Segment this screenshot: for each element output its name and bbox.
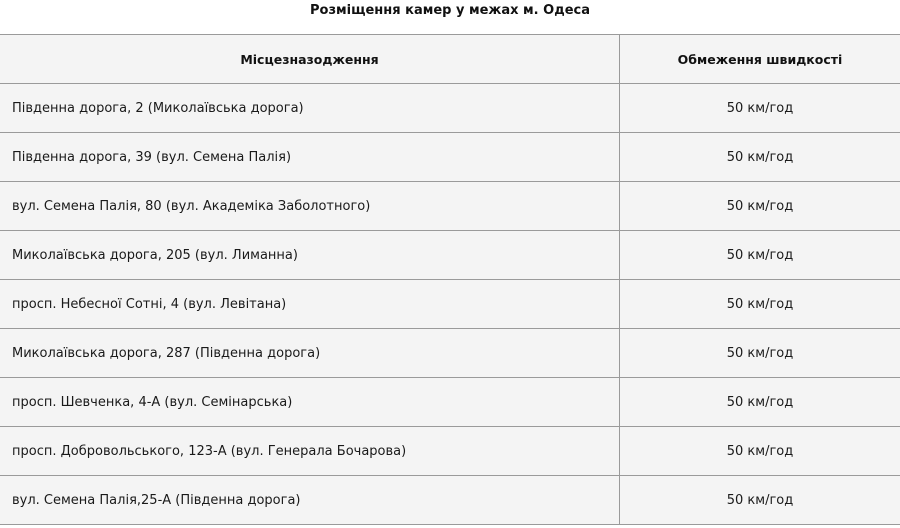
speed-limit-cell: 50 км/год bbox=[726, 247, 794, 263]
speed-limit-cell: 50 км/год bbox=[726, 345, 794, 361]
speed-limit-cell: 50 км/год bbox=[726, 100, 794, 116]
table-row bbox=[0, 231, 900, 280]
location-cell: просп. Шевченка, 4-А (вул. Семінарська) bbox=[0, 378, 620, 426]
speed-limit-cell: 50 км/год bbox=[726, 443, 794, 459]
camera-table bbox=[0, 34, 900, 525]
table-row bbox=[0, 427, 900, 476]
table-row bbox=[0, 182, 900, 231]
speed-limit-cell: 50 км/год bbox=[726, 492, 794, 508]
speed-limit-cell: 50 км/год bbox=[726, 149, 794, 165]
table-row bbox=[0, 133, 900, 182]
table-row bbox=[0, 378, 900, 427]
table-caption: Розміщення камер у межах м. Одеса bbox=[0, 0, 900, 22]
location-cell: Південна дорога, 2 (Миколаївська дорога) bbox=[0, 84, 620, 132]
table-row bbox=[0, 280, 900, 329]
table-row bbox=[0, 476, 900, 525]
speed-limit-cell: 50 км/год bbox=[726, 198, 794, 214]
location-cell: Миколаївська дорога, 287 (Південна дорога) bbox=[0, 329, 620, 377]
speed-limit-cell: 50 км/год bbox=[726, 296, 794, 312]
location-cell: Південна дорога, 39 (вул. Семена Палія) bbox=[0, 133, 620, 181]
table-row bbox=[0, 329, 900, 378]
location-cell: вул. Семена Палія,25-А (Південна дорога) bbox=[0, 476, 620, 524]
column-header-location: Місцезназодження bbox=[0, 35, 620, 83]
table-header-row bbox=[0, 35, 900, 84]
column-header-speed-limit: Обмеження швидкості bbox=[677, 51, 843, 67]
location-cell: просп. Добровольського, 123-А (вул. Генерала Бочарова) bbox=[0, 427, 620, 475]
location-cell: просп. Небесної Сотні, 4 (вул. Левітана) bbox=[0, 280, 620, 328]
location-cell: Миколаївська дорога, 205 (вул. Лиманна) bbox=[0, 231, 620, 279]
location-cell: вул. Семена Палія, 80 (вул. Академіка Заболотного) bbox=[0, 182, 620, 230]
speed-limit-cell: 50 км/год bbox=[726, 394, 794, 410]
table-row bbox=[0, 84, 900, 133]
